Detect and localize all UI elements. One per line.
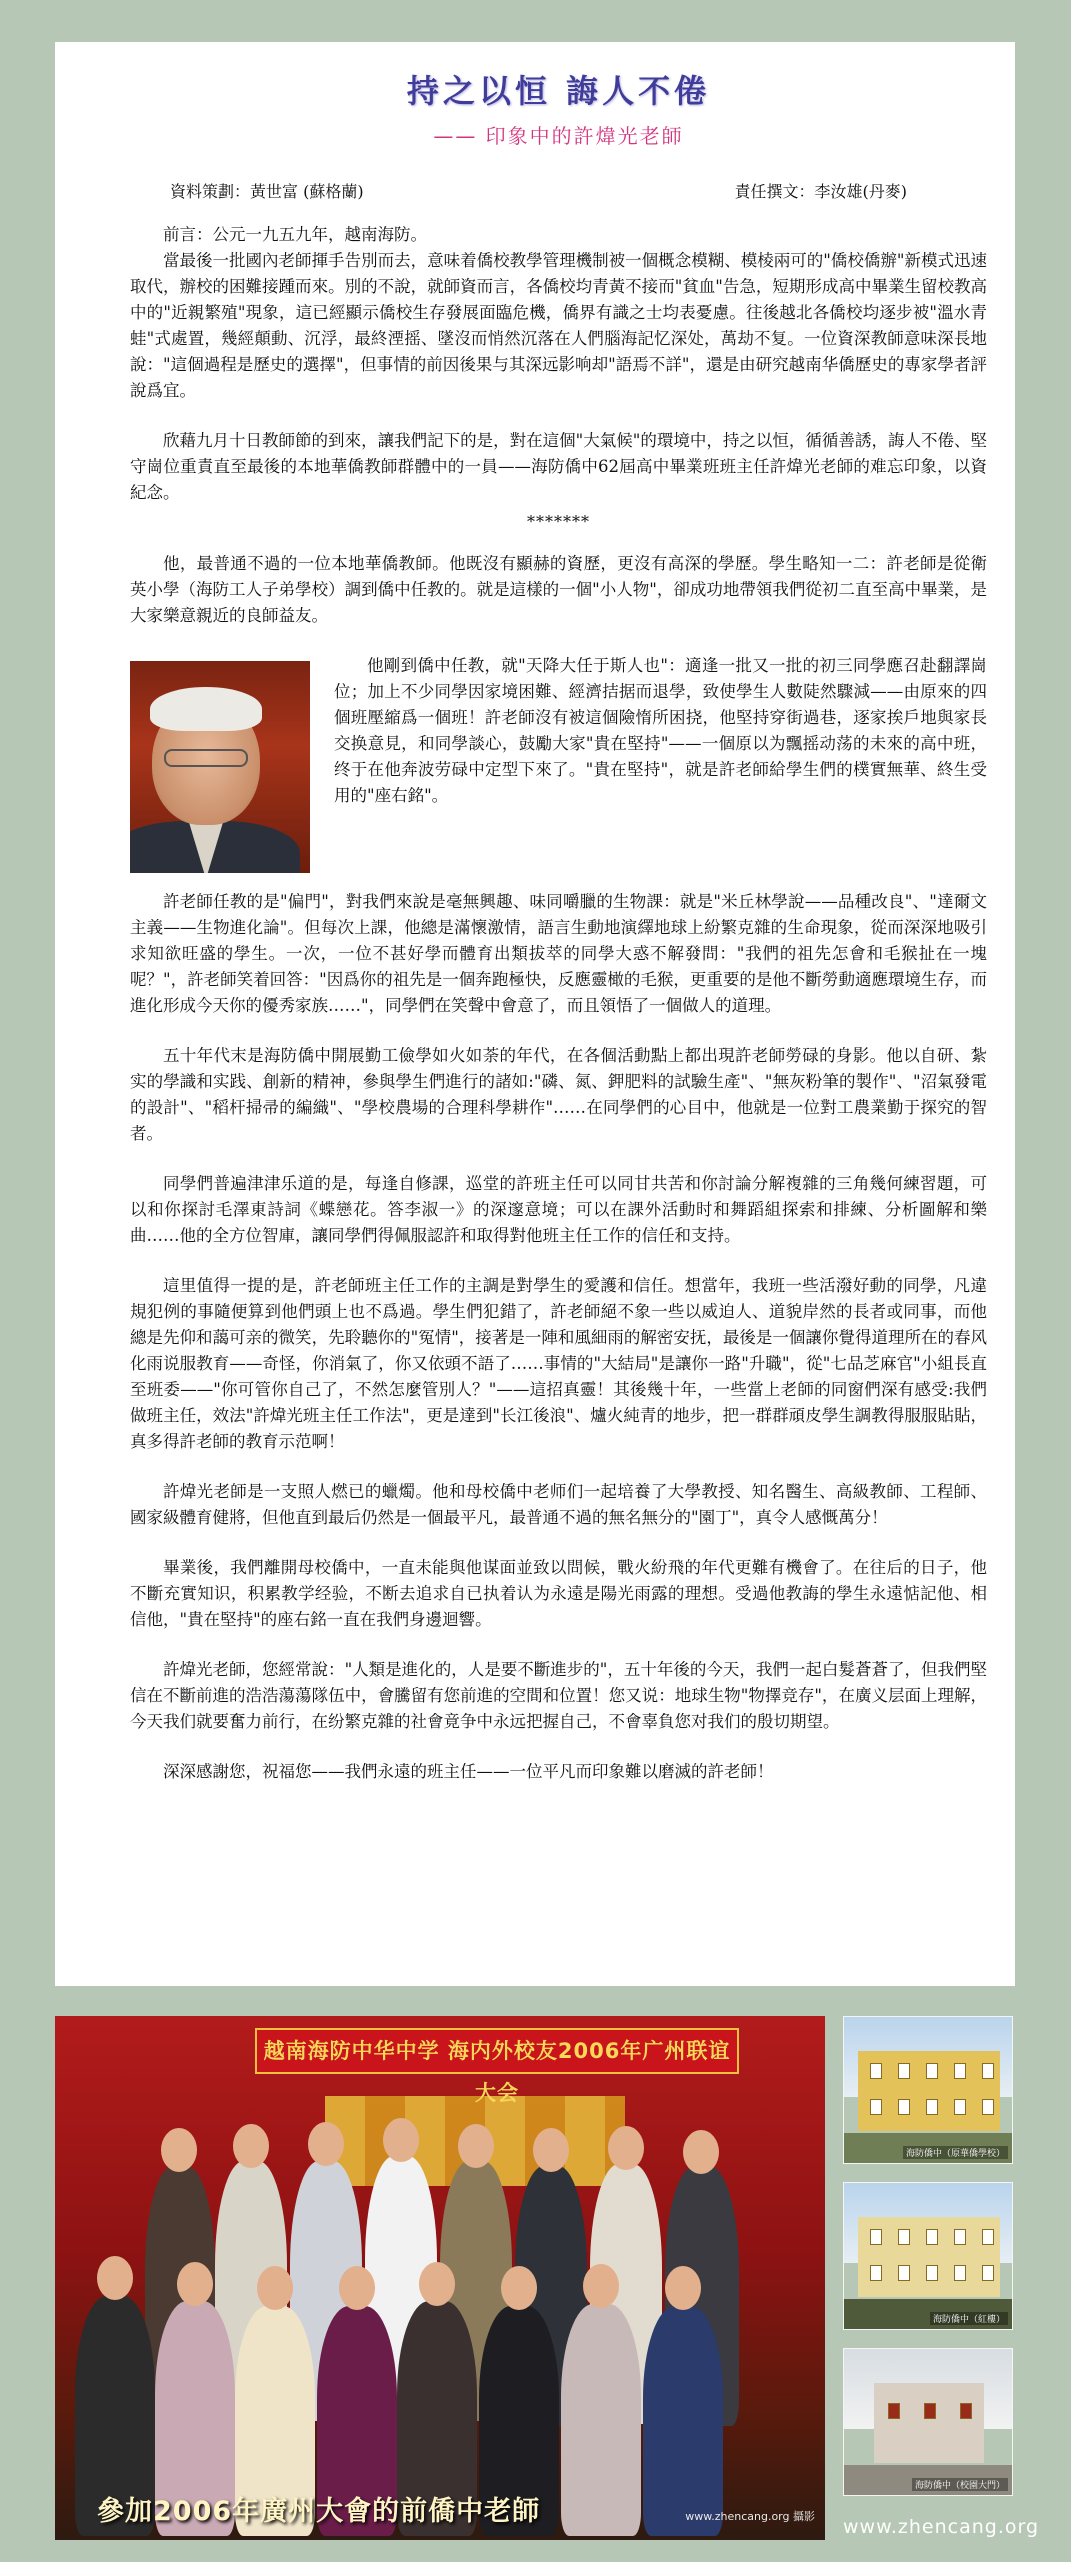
person-face: [257, 2266, 293, 2310]
paragraph: 畢業後，我們離開母校僑中，一直未能與他谋面並致以問候，戰火紛飛的年代更難有機會了。在往后的日子，他不斷充實知识，积累教学经验，不断去追求自已执着认为永遠是陽光雨露的理想。受過他教誨的學生永遠惦記他、相信他，"貴在堅持"的座右銘一直在我們身邊迴響。: [130, 1558, 987, 1629]
thumb-label: 海防僑中（校園大門）: [912, 2478, 1008, 2491]
article-title: 持之以恒 誨人不倦: [406, 72, 711, 110]
person-face: [383, 2118, 419, 2162]
writer-credit: 責任撰文：李汝雄(丹麥): [734, 182, 907, 201]
paragraph: 他，最普通不過的一位本地華僑教師。他既沒有顯赫的資歷，更沒有高深的學歷。學生略知一二：許老師是從衛英小學（海防工人子弟學校）調到僑中任教的。就是這樣的一個"小人物"，卻成功地帶領我們從初二直至高中畢業，是大家樂意親近的良師益友。: [130, 554, 987, 625]
paragraph: 當最後一批國內老師揮手告別而去，意味着僑校教學管理機制被一個概念模糊、模棱兩可的"僑校僑辦"新模式迅速取代，辦校的困難接踵而來。別的不說，就師資而言，各僑校均青黃不接而"貧血"告急，短期形成高中畢業生留校教高中的"近親繁殖"現象，這已經顯示僑校生存發展面臨危機，僑界有識之士均表憂慮。往後越北各僑校均逐步被"溫水青蛙"式處置，幾經顛動、沉浮，最終湮摇、墜沒而悄然沉落在人們腦海記忆深处，萬劫不复。一位資深教師意味深長地說："這個過程是歷史的選擇"，但事情的前因後果与其深远影响却"語焉不詳"，還是由研究越南华僑歷史的專家學者評說爲宜。: [130, 251, 987, 400]
person: [643, 2306, 723, 2536]
thumb-label: 海防僑中（原華僑學校）: [903, 2146, 1008, 2159]
photo-section: [0, 2000, 1071, 2562]
paragraph: 許老師任教的是"偏門"，對我們來說是毫無興趣、味同嚼臘的生物課：就是"米丘林學說——品種改良"、"達爾文主義——生物進化論"。但每次上課，他總是滿懷激情，語言生動地演繹地球上紛繁克雜的生命現象，從而深深地吸引求知欲旺盛的學生。一次，一位不甚好學而體育出類拔萃的同學大惑不解發問："我們的祖先怎會和毛猴扯在一塊呢？"，許老師笑着回答："因爲你的祖先是一個奔跑極快，反應靈橄的毛猴，更重要的是他不斷勞動適應環境生存，而進化形成今天你的優秀家族……"，同學們在笑聲中會意了，而且領悟了一個做人的道理。: [130, 892, 987, 1015]
person-face: [419, 2262, 455, 2306]
photo-caption: 參加2006年廣州大會的前僑中老師: [97, 2496, 541, 2527]
paragraph: 許煒光老師，您經常說："人類是進化的，人是要不斷進步的"，五十年後的今天，我們一起白髮蒼蒼了，但我們堅信在不斷前進的浩浩蕩蕩隊伍中，會騰留有您前進的空間和位置！您又说：地球生物"物擇竞存"，在廣义层面上理解，今天我们就要奮力前行，在纷繁克雜的社會竟争中永远把握自己，不會辜負您对我们的殷切期望。: [130, 1660, 987, 1731]
school-gate: [874, 2383, 984, 2463]
person-face: [665, 2266, 701, 2310]
person-face: [177, 2262, 213, 2306]
person-face: [308, 2122, 344, 2166]
paragraph: 許煒光老師是一支照人燃已的蠟燭。他和母校僑中老师们一起培養了大學教授、知名醫生、高級教師、工程師、國家級體育健將，但他直到最后仍然是一個最平凡，最普通不過的無名無分的"園丁"，真令人感慨萬分！: [130, 1482, 987, 1527]
separator: *******: [527, 512, 590, 531]
photo-banner: 越南海防中华中学 海内外校友2006年广州联谊大会: [255, 2028, 739, 2074]
article-paper: [55, 42, 1015, 1986]
person-face: [161, 2128, 197, 2172]
person-face: [683, 2130, 719, 2174]
portrait-glasses: [164, 749, 248, 767]
paragraph: 欣藉九月十日教師節的到來，讓我們記下的是，對在這個"大氣候"的環境中，持之以恒，循循善誘，誨人不倦、堅守崗位重責直至最後的本地華僑教師群體中的一員——海防僑中62屆高中畢業班班主任許煒光老師的难忘印象，以資紀念。: [130, 431, 987, 502]
person-face: [233, 2124, 269, 2168]
person-face: [583, 2264, 619, 2308]
paragraph-preface: 前言：公元一九五九年，越南海防。: [163, 225, 427, 244]
school-building: [858, 2051, 1000, 2131]
paragraph: 五十年代末是海防僑中開展勤工儉學如火如荼的年代，在各個活動點上都出現許老師勞碌的身影。他以自研、紮实的學識和实践、創新的精神，參與學生們進行的諸如:"磷、氮、鉀肥料的試驗生產"、"無灰粉筆的製作"、"沼氣發電的設計"、"稻杆掃帚的編織"、"學校農場的合理科學耕作"……在同學們的心目中，他就是一位對工農業勤于探究的智者。: [130, 1046, 987, 1143]
school-photo-3: [843, 2348, 1013, 2496]
group-photo: [55, 2016, 825, 2540]
person-face: [458, 2124, 494, 2168]
person-face: [501, 2266, 537, 2310]
teacher-portrait: [130, 661, 310, 873]
person-face: [608, 2126, 644, 2170]
school-building: [858, 2217, 1000, 2297]
thumb-label: 海防僑中（紅樓）: [930, 2312, 1008, 2325]
paragraph-closing: 深深感謝您，祝福您——我們永遠的班主任——一位平凡而印象難以磨滅的許老師！: [163, 1762, 774, 1781]
credits: [170, 179, 907, 202]
paragraph: 同學們普遍津津乐道的是，每逢自修課，巡堂的許班主任可以同甘共苦和你討論分解複雜的三角幾何練習題，可以和你探討毛澤東詩詞《蝶戀花。答李淑一》的深邃意境；可以在課外活動时和舞蹈組探索和排練、分析圖解和樂曲……他的全方位智庫，讓同學們得佩服認許和取得對他班主任工作的信任和支持。: [130, 1174, 987, 1245]
paragraph: 他剛到僑中任教，就"天降大任于斯人也"：適逢一批又一批的初三同學應召赴翻譯崗位；加上不少同學因家境困難、經濟拮据而退學，致使學生人數陡然驟減——由原來的四個班壓縮爲一個班！許老師沒有被這個險惰所困挠，他堅持穿街過巷，逐家挨戶地與家長交换意見，和同學談心，鼓勵大家"貴在堅持"——一個原以为飄摇动荡的未來的高中班，终于在他奔波劳碌中定型下來了。"貴在堅持"，就是許老師給學生們的樸實無華、終生受用的"座右銘"。: [334, 656, 987, 805]
photo-credit: www.zhencang.org 攝影: [685, 2510, 815, 2523]
school-photo-2: [843, 2182, 1013, 2330]
portrait-hair: [150, 687, 262, 731]
person-face: [339, 2266, 375, 2310]
planner-credit: 資料策劃：黃世富 (蘇格蘭): [170, 182, 364, 201]
person: [561, 2304, 641, 2536]
person-face: [533, 2128, 569, 2172]
article-subtitle: —— 印象中的許煒光老師: [433, 124, 684, 148]
school-photo-1: [843, 2016, 1013, 2164]
site-url[interactable]: www.zhencang.org: [843, 2516, 1040, 2538]
paragraph: 這里值得一提的是，許老師班主任工作的主調是對學生的愛護和信任。想當年，我班一些活潑好動的同學，凡違規犯例的事隨便算到他們頭上也不爲過。學生們犯錯了，許老師絕不象一些以威迫人、道貌岸然的長者或同事，而他總是先仰和藹可亲的微笑，先聆聽你的"冤情"，接著是一陣和風細雨的解密安抚，最後是一個讓你覺得道理所在的春风化雨说服教育——奇怪，你消氣了，你又依頭不語了……事情的"大結局"是讓你一路"升職"，從"七品芝麻官"小組長直至班委——"你可管你自己了，不然怎麼管別人？"——這招真靈！其後幾十年，一些當上老師的同窗們深有感受:我們做班主任，效法"許煒光班主任工作法"，更是達到"长江後浪"、爐火純青的地步，把一群群頑皮學生調教得服服貼貼，真多得許老師的教育示范啊！: [130, 1276, 987, 1451]
portrait-block: [130, 653, 987, 877]
person-face: [97, 2256, 133, 2300]
